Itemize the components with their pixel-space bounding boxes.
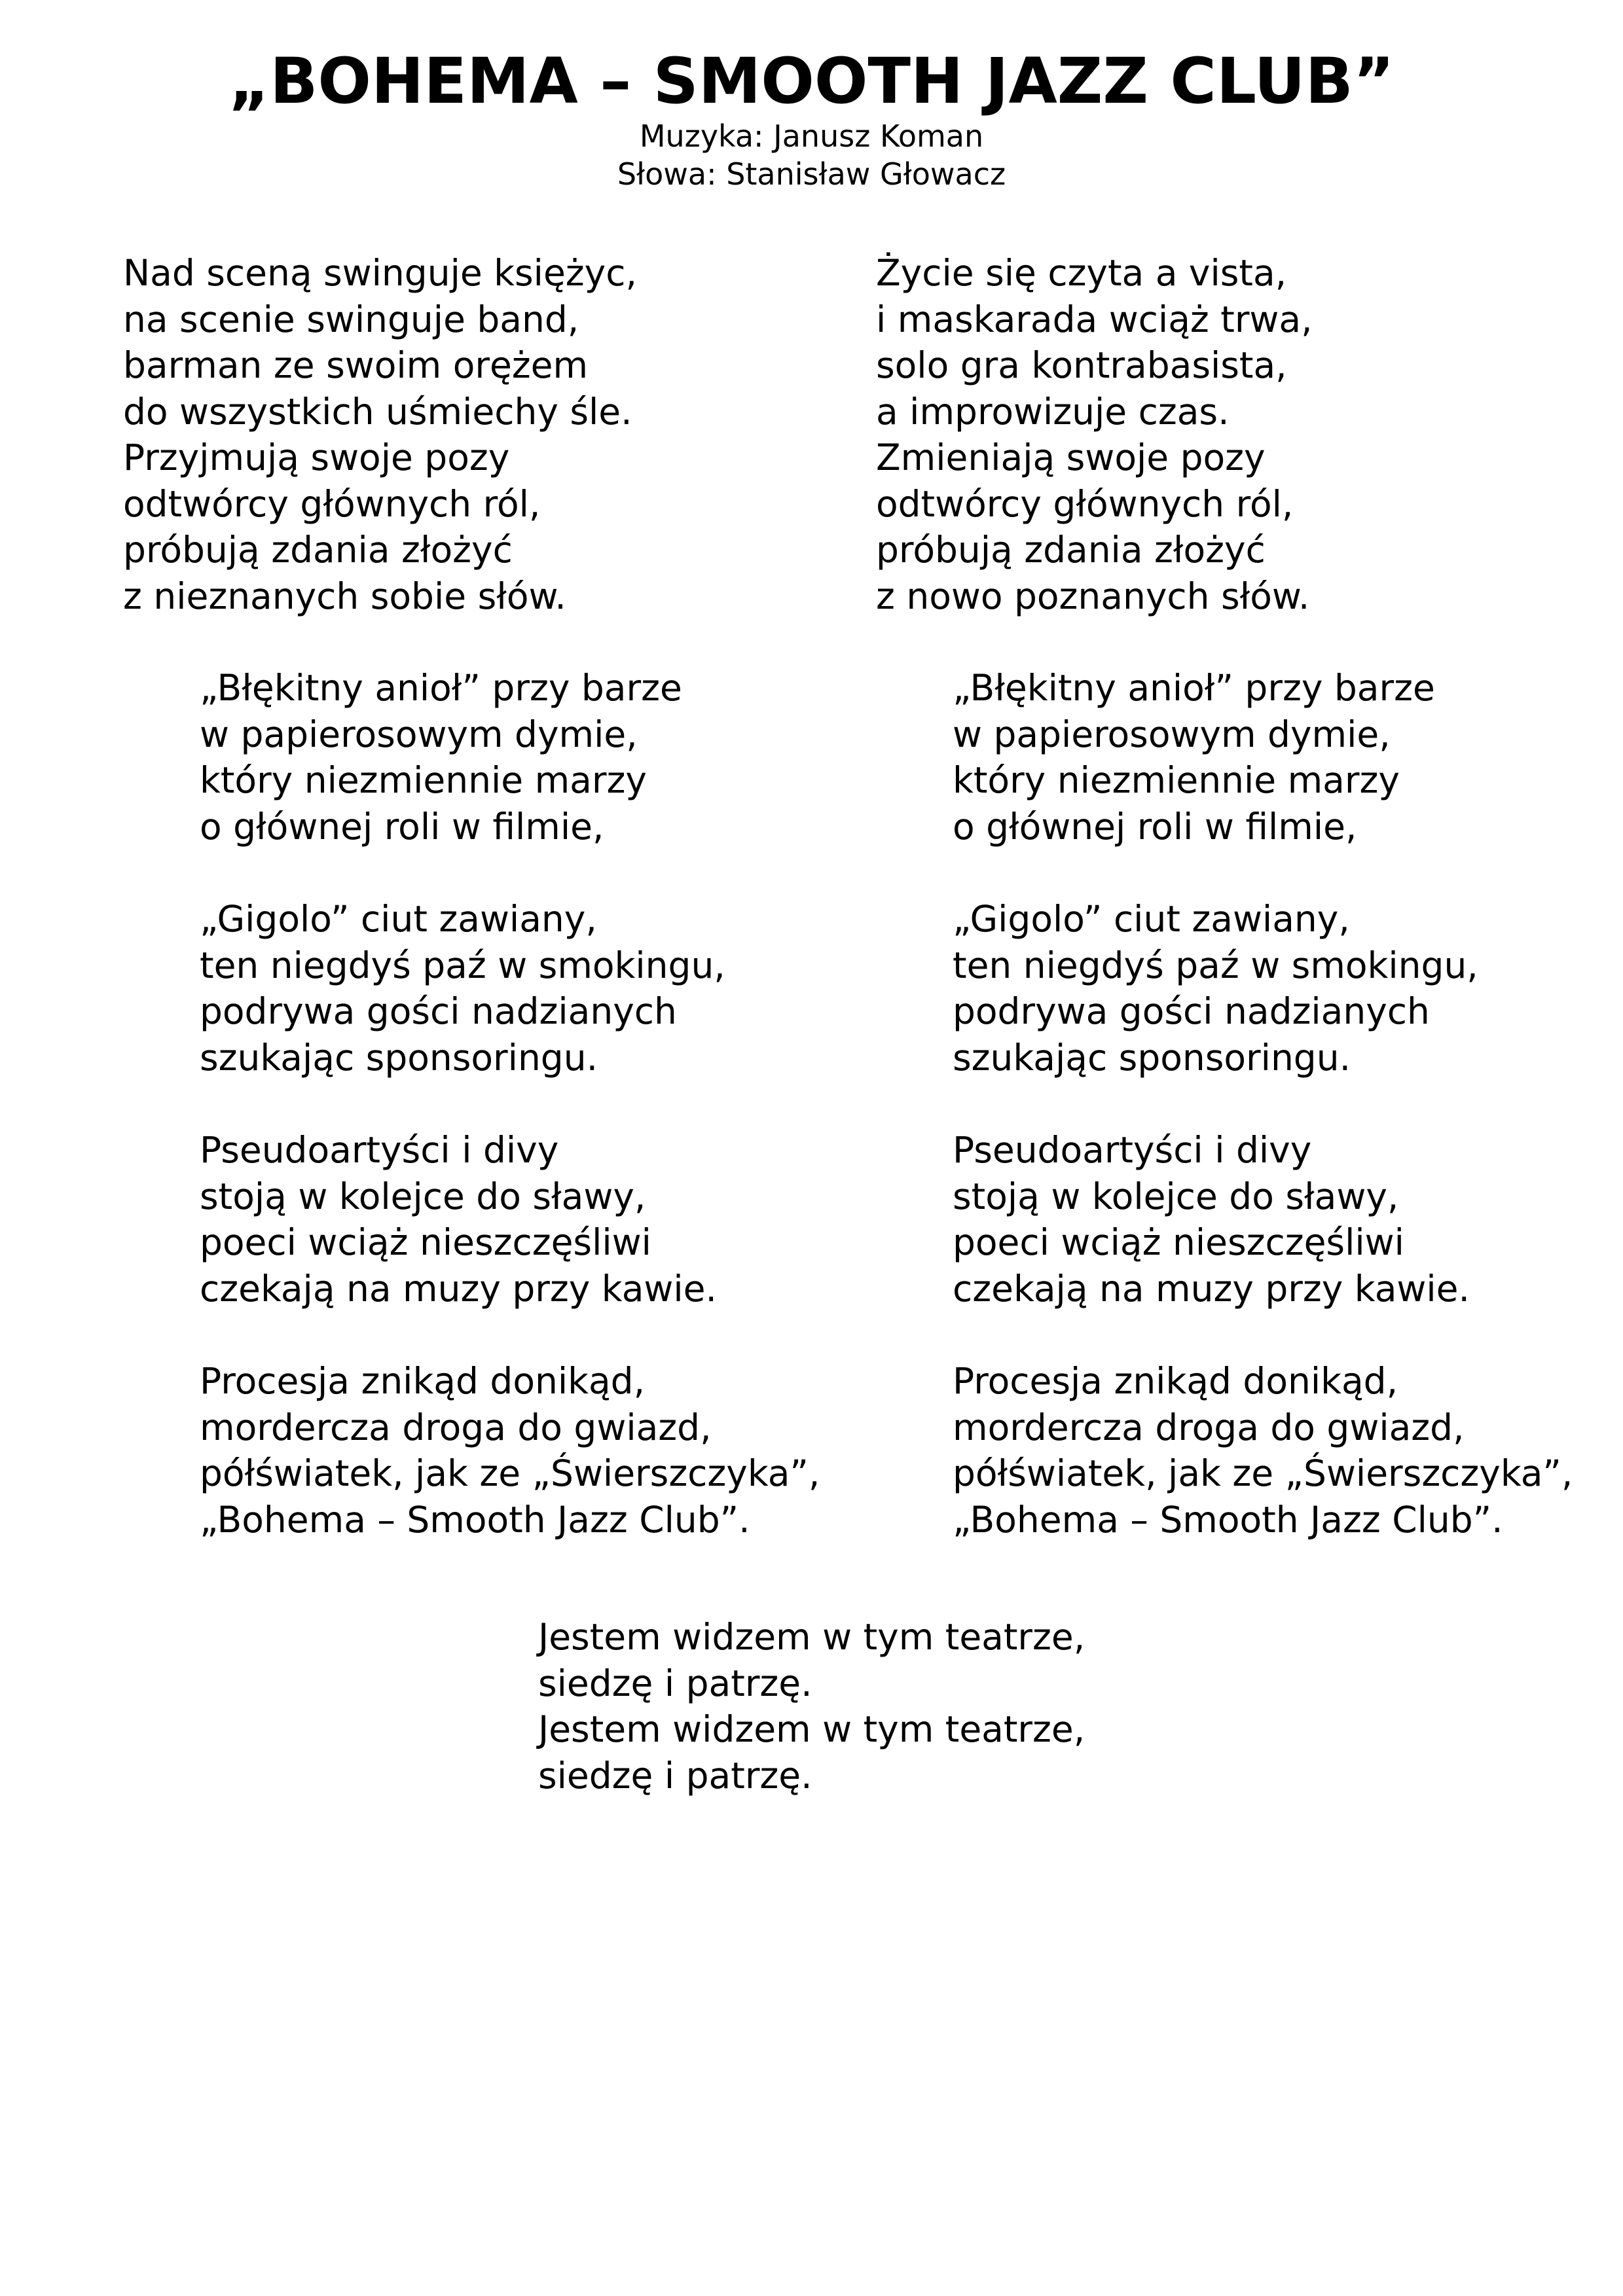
lyric-line: „Gigolo” ciut zawiany, — [953, 898, 1350, 940]
lyric-line: mordercza droga do gwiazd, — [953, 1406, 1465, 1448]
lyric-line: odtwórcy głównych ról, — [876, 482, 1294, 525]
lyric-line: Pseudoartyści i divy — [200, 1129, 559, 1171]
lyric-line: o głównej roli w filmie, — [953, 805, 1357, 848]
lyric-line: czekają na muzy przy kawie. — [200, 1267, 717, 1310]
lyric-line: w papierosowym dymie, — [953, 713, 1391, 755]
lyric-line: podrywa gości nadzianych — [953, 990, 1430, 1032]
left-chorus-stanza-3 — [200, 1127, 717, 1312]
music-credit: Muzyka: Janusz Koman — [639, 118, 984, 154]
song-title: „BOHEMA – SMOOTH JAZZ CLUB” — [228, 45, 1395, 118]
lyric-line: poeci wciąż nieszczęśliwi — [200, 1221, 651, 1263]
right-chorus-stanza-2 — [953, 896, 1478, 1081]
lyric-line: siedzę i patrzę. — [538, 1754, 812, 1797]
lyric-line: Procesja znikąd donikąd, — [200, 1360, 646, 1402]
lyric-line: Jestem widzem w tym teatrze, — [538, 1708, 1085, 1750]
lyric-line: „Błękitny anioł” przy barze — [953, 667, 1435, 709]
lyric-line: półświatek, jak ze „Świerszczyka”, — [200, 1452, 820, 1494]
lyric-line: szukając sponsoringu. — [200, 1036, 598, 1079]
lyric-line: Życie się czyta a vista, — [876, 252, 1287, 294]
coda-stanza — [538, 1614, 1085, 1799]
lyric-line: barman ze swoim orężem — [123, 344, 589, 386]
lyric-line: poeci wciąż nieszczęśliwi — [953, 1221, 1404, 1263]
lyric-line: z nowo poznanych słów. — [876, 575, 1310, 617]
right-verse — [876, 250, 1313, 619]
lyric-line: siedzę i patrzę. — [538, 1662, 812, 1704]
lyric-line: ten niegdyś paź w smokingu, — [200, 944, 725, 986]
left-verse — [123, 250, 637, 619]
right-chorus-stanza-1 — [953, 665, 1435, 850]
lyric-line: który niezmiennie marzy — [953, 759, 1400, 801]
lyric-line: próbują zdania złożyć — [123, 529, 513, 571]
left-chorus-stanza-4 — [200, 1358, 820, 1543]
lyric-line: Jestem widzem w tym teatrze, — [538, 1616, 1085, 1658]
lyric-line: stoją w kolejce do sławy, — [200, 1175, 646, 1217]
right-chorus-stanza-3 — [953, 1127, 1470, 1312]
lyric-line: półświatek, jak ze „Świerszczyka”, — [953, 1452, 1573, 1494]
lyric-line: z nieznanych sobie słów. — [123, 575, 566, 617]
lyric-line: ten niegdyś paź w smokingu, — [953, 944, 1478, 986]
right-chorus-stanza-4 — [953, 1358, 1573, 1543]
lyric-line: mordercza droga do gwiazd, — [200, 1406, 712, 1448]
lyric-line: Procesja znikąd donikąd, — [953, 1360, 1398, 1402]
lyric-line: „Bohema – Smooth Jazz Club”. — [200, 1498, 750, 1541]
lyric-line: o głównej roli w filmie, — [200, 805, 604, 848]
lyric-line: „Gigolo” ciut zawiany, — [200, 898, 597, 940]
lyric-line: próbują zdania złożyć — [876, 529, 1266, 571]
lyric-line: szukając sponsoringu. — [953, 1036, 1351, 1079]
lyric-line: Przyjmują swoje pozy — [123, 437, 510, 478]
lyric-line: Pseudoartyści i divy — [953, 1129, 1312, 1171]
lyric-line: solo gra kontrabasista, — [876, 344, 1287, 386]
lyric-line: „Bohema – Smooth Jazz Club”. — [953, 1498, 1503, 1541]
lyric-line: odtwórcy głównych ról, — [123, 482, 541, 525]
lyric-line: czekają na muzy przy kawie. — [953, 1267, 1470, 1310]
lyric-line: Zmieniają swoje pozy — [876, 437, 1266, 478]
lyrics-credit: Słowa: Stanisław Głowacz — [617, 156, 1006, 192]
lyric-line: stoją w kolejce do sławy, — [953, 1175, 1399, 1217]
lyric-line: „Błękitny anioł” przy barze — [200, 667, 682, 709]
left-chorus-stanza-1 — [200, 665, 682, 850]
lyric-line: Nad sceną swinguje księżyc, — [123, 252, 637, 294]
left-chorus-stanza-2 — [200, 896, 725, 1081]
lyric-line: który niezmiennie marzy — [200, 759, 647, 801]
lyric-line: podrywa gości nadzianych — [200, 990, 677, 1032]
lyric-line: a improwizuje czas. — [876, 390, 1230, 433]
lyric-line: w papierosowym dymie, — [200, 713, 638, 755]
lyric-line: do wszystkich uśmiechy śle. — [123, 390, 632, 433]
lyric-line: na scenie swinguje band, — [123, 298, 579, 340]
lyric-line: i maskarada wciąż trwa, — [876, 298, 1313, 340]
